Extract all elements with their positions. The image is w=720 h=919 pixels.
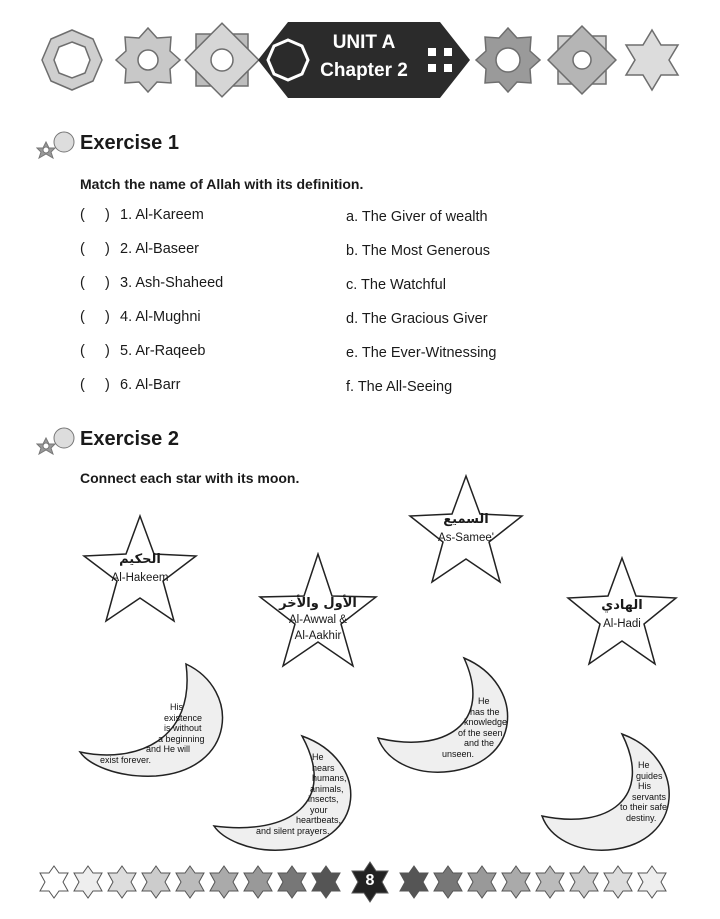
star-shape[interactable] <box>256 552 380 670</box>
allah-name: 5. Ar-Raqeeb <box>120 343 206 359</box>
definition: a. The Giver of wealth <box>346 209 488 225</box>
answer-blank-close[interactable]: ) <box>105 275 110 291</box>
star-english-name: Al-Awwal & <box>289 614 347 626</box>
unit-label: UNIT A <box>332 32 396 53</box>
allah-name: 4. Al-Mughni <box>120 309 201 325</box>
moon-description: He guides His servants to their safe destiny. <box>620 760 668 823</box>
answer-blank-close[interactable]: ) <box>105 377 110 393</box>
star-english-name: Al-Hakeem <box>111 572 169 584</box>
allah-name: 1. Al-Kareem <box>120 207 204 223</box>
answer-blank-open[interactable]: ( <box>80 377 85 393</box>
answer-blank-close[interactable]: ) <box>105 343 110 359</box>
answer-blank-open[interactable]: ( <box>80 343 85 359</box>
moon-description: He has the knowledge of the seen and the unseen. <box>442 696 508 759</box>
answer-blank-close[interactable]: ) <box>105 309 110 325</box>
page-number: 8 <box>365 872 375 889</box>
moon-description: He hears humans, animals, insects, your heartbeats, and silent prayers. <box>256 752 347 836</box>
match-row <box>80 377 520 399</box>
definition: b. The Most Generous <box>346 243 491 259</box>
star-english-name: Al-Aakhir <box>294 630 342 642</box>
exercise-2-instruction: Connect each star with its moon. <box>80 470 300 486</box>
chapter-label: Chapter 2 <box>320 60 408 81</box>
star-arabic-name: الأول والأخر <box>279 596 357 611</box>
match-row <box>80 309 520 331</box>
moon-description: His existence is without a beginning and He will exist forever. <box>100 702 205 765</box>
allah-name: 6. Al-Barr <box>120 377 181 393</box>
star-english-name: Al-Hadi <box>603 618 641 630</box>
exercise-2-bullet-icon <box>36 426 80 462</box>
definition: d. The Gracious Giver <box>346 311 488 327</box>
star-arabic-name: السميع <box>443 512 489 527</box>
answer-blank-close[interactable]: ) <box>105 241 110 257</box>
match-row <box>80 343 520 365</box>
match-row <box>80 241 520 263</box>
star-arabic-name: الحكيم <box>119 552 161 567</box>
definition: e. The Ever-Witnessing <box>346 345 497 361</box>
answer-blank-close[interactable]: ) <box>105 207 110 223</box>
exercise-1-bullet-icon <box>36 130 80 166</box>
star-shape[interactable] <box>406 474 526 586</box>
answer-blank-open[interactable]: ( <box>80 207 85 223</box>
allah-name: 3. Ash-Shaheed <box>120 275 224 291</box>
answer-blank-open[interactable]: ( <box>80 309 85 325</box>
match-row <box>80 207 520 229</box>
definition: c. The Watchful <box>346 277 446 293</box>
exercise-2-title: Exercise 2 <box>80 428 179 450</box>
answer-blank-open[interactable]: ( <box>80 275 85 291</box>
exercise-1-instruction: Match the name of Allah with its definition. <box>80 176 364 192</box>
match-row <box>80 275 520 297</box>
star-english-name: As-Samee' <box>438 532 494 544</box>
answer-blank-open[interactable]: ( <box>80 241 85 257</box>
star-shape[interactable] <box>80 514 200 624</box>
exercise-1-title: Exercise 1 <box>80 132 179 154</box>
allah-name: 2. Al-Baseer <box>120 241 199 257</box>
definition: f. The All-Seeing <box>346 379 453 395</box>
star-arabic-name: الهادي <box>601 598 643 613</box>
unit-chapter-banner <box>258 22 470 98</box>
